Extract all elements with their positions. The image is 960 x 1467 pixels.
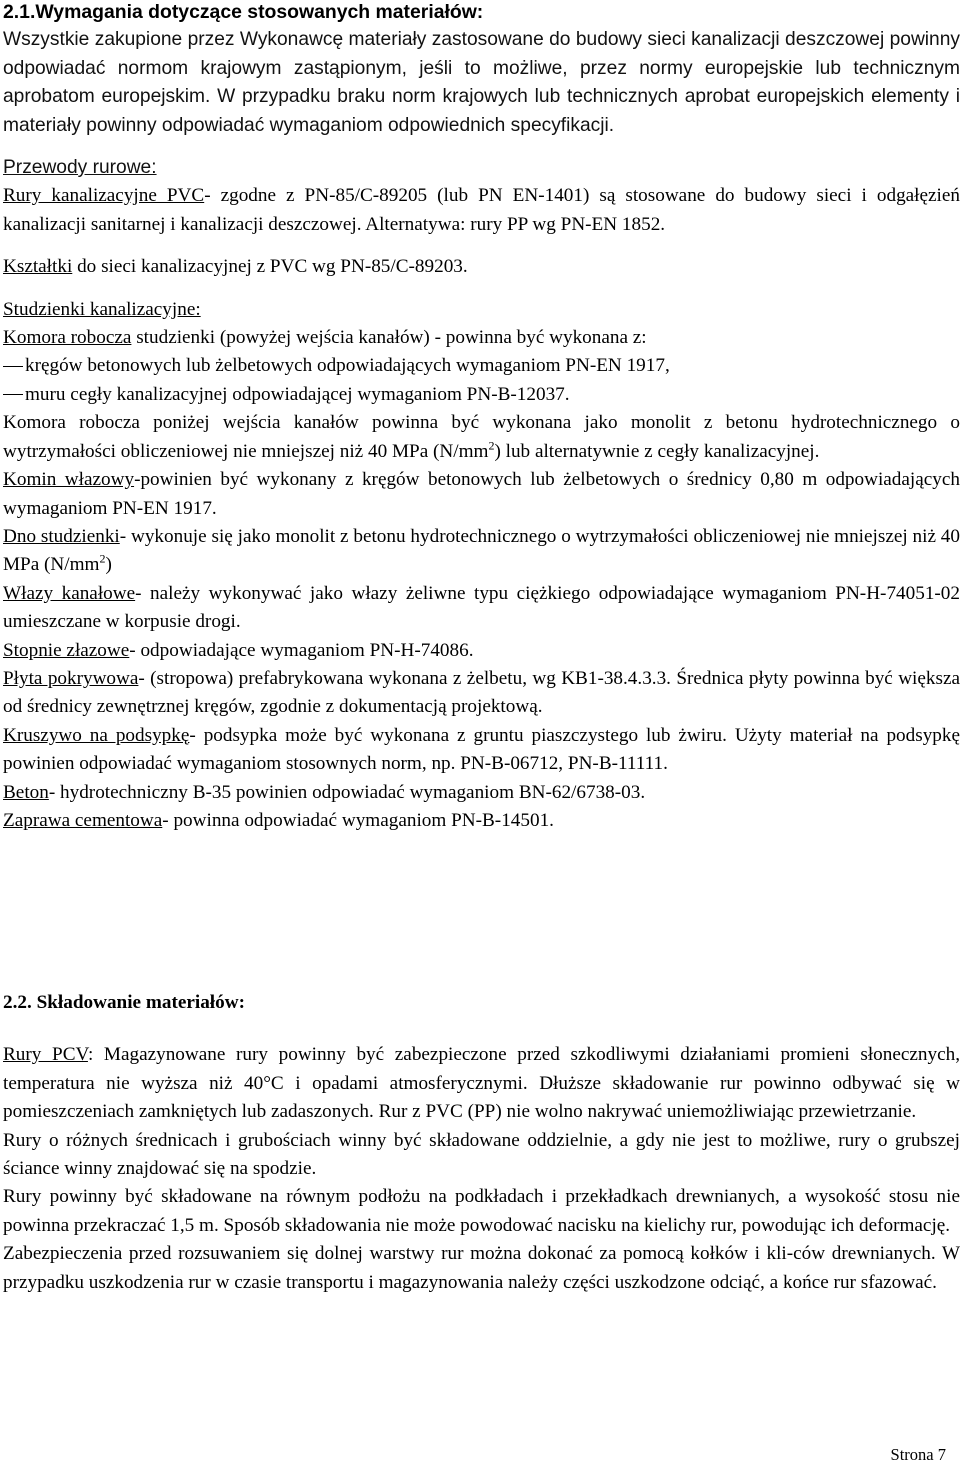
studzienki-heading [3, 296, 960, 324]
rury-pcv-text: : Magazynowane rury powinny być zabezpieczone przed szkodliwymi działaniami promieni słonecznych, temperatura nie wyższa niż 40°C i opadami atmosferycznymi. Dłuższe składowanie rur powinno odbywać się w pomieszczeniach zamkniętych lub zadaszonych. Rur z PVC (PP) nie wolno nakrywać uniemożliwiając przewietrzanie. [3, 1044, 960, 1123]
superscript-2: 2 [488, 438, 495, 453]
dno-text-end: ) [105, 554, 112, 576]
plyta-text: - (stropowa) prefabrykowana wykonana z żelbetu, wg KB1-38.4.3.3. Średnica płyty powinna być większa od średnicy zewnętrznej kręgów, zgodnie z dokumentacją projektową. [3, 667, 960, 718]
intro-paragraph: Wszystkie zakupione przez Wykonawcę materiały zastosowane do budowy sieci kanalizacji deszczowej powinny odpowiadać normom krajowym zastąpionym, jeśli to możliwe, przez normy europejskie lub technicznym aprobatom europejskim. W przypadku braku norm krajowych lub technicznych aprobat europejskich elementy i materiały powinny odpowiadać wymaganiom odpowiednich specyfikacji. [3, 29, 960, 136]
bullet-text-1: kręgów betonowych lub żelbetowych odpowiadających wymaganiom PN-EN 1917, [25, 355, 670, 377]
ksztaltki-label: Kształtki [3, 256, 73, 278]
komora-paragraph [3, 324, 960, 352]
rury-label: Rury kanalizacyjne PVC [3, 185, 205, 207]
rury-pcv-paragraph [3, 1041, 960, 1126]
kruszywo-label: Kruszywo na podsypkę [3, 724, 190, 746]
dno-paragraph [3, 523, 960, 580]
ksztaltki-text: do sieci kanalizacyjnej z PVC wg PN-85/C-89203. [72, 256, 468, 278]
section-heading-2-2: 2.2. Składowanie materiałów: [3, 992, 245, 1013]
beton-text: - hydrotechniczny B-35 powinien odpowiadać wymaganiom BN-62/6738-03. [48, 781, 646, 803]
komin-text: -powinien być wykonany z kręgów betonowych lub żelbetowych o średnicy 0,80 m odpowiadających wymaganiom PN-EN 1917. [3, 469, 960, 519]
komora-text: studzienki (powyżej wejścia kanałów) - powinna być wykonana z: [131, 327, 647, 349]
stopnie-paragraph [3, 637, 960, 665]
bullet-text-2: muru cegły kanalizacyjnej odpowiadającej wymaganiom PN-B-12037. [25, 383, 570, 405]
kruszywo-text: - podsypka może być wykonana z gruntu piaszczystego lub żwiru. Użyty materiał na podsypkę powinien odpowiadać wymaganiom stosownych norm, np. PN-B-06712, PN-B-11111. [3, 724, 960, 775]
komin-label: Komin włazowy [3, 469, 135, 491]
pipes-label [3, 154, 960, 182]
komora-label: Komora robocza [3, 327, 132, 349]
plyta-label: Płyta pokrywowa [3, 667, 139, 689]
dash-bullet-icon [3, 394, 23, 395]
dash-bullet-icon [3, 366, 23, 367]
section-materials-requirements [3, 0, 960, 835]
storage-paragraph-3: Rury powinny być składowane na równym podłożu na podkładach i przekładkach drewnianych, a wysokość stosu nie powinna przekraczać 1,5 m. Sposób składowania nie może powodować nacisku na kielichy rur, powodując ich deformację. [3, 1186, 960, 1236]
wlazy-label: Włazy kanałowe [3, 582, 136, 604]
stopnie-text: - odpowiadające wymaganiom PN-H-74086. [129, 639, 474, 661]
superscript-2: 2 [99, 551, 106, 566]
rury-pcv-label: Rury PCV [3, 1044, 88, 1066]
komin-paragraph [3, 466, 960, 523]
plyta-paragraph [3, 665, 960, 722]
rury-paragraph [3, 182, 960, 239]
komora-monolit-paragraph [3, 409, 960, 466]
section-storage [3, 989, 960, 1297]
wlazy-text: - należy wykonywać jako włazy żeliwne typu ciężkiego odpowiadające wymaganiom PN-H-74051-02 umieszczane w korpusie drogi. [3, 582, 960, 633]
kruszywo-paragraph [3, 722, 960, 779]
beton-label: Beton [3, 781, 49, 803]
bullet-item-2 [3, 381, 960, 409]
zaprawa-paragraph [3, 807, 960, 835]
komora2-text-end: ) lub alternatywnie z cegły kanalizacyjnej. [494, 440, 820, 462]
dno-text: - wykonuje się jako monolit z betonu hydrotechnicznego o wytrzymałości obliczeniowej nie mniejszej niż 40 MPa (N/mm [3, 525, 960, 576]
wlazy-paragraph [3, 580, 960, 637]
stopnie-label: Stopnie złazowe [3, 639, 130, 661]
section-heading-2-1: 2.1.Wymagania dotyczące stosowanych materiałów: [3, 1, 484, 23]
zaprawa-label: Zaprawa cementowa [3, 809, 163, 831]
page-number: Strona 7 [890, 1445, 946, 1464]
storage-paragraph-2: Rury o różnych średnicach i grubościach winny być składowane oddzielnie, a gdy nie jest to możliwe, rury o grubszej ściance winny znajdować się na spodzie. [3, 1129, 960, 1180]
komora2-text: Komora robocza poniżej wejścia kanałów powinna być wykonana jako monolit z betonu hydrotechnicznego o wytrzymałości obliczeniowej nie mniejszej niż 40 MPa (N/mm [3, 412, 960, 462]
rury-text: - zgodne z PN-85/C-89205 (lub PN EN-1401) są stosowane do budowy sieci i odgałęzień kanalizacji sanitarnej i kanalizacji deszczowej. Alternatywa: rury PP wg PN-EN 1852. [3, 185, 960, 235]
studzienki-label: Studzienki kanalizacyjne: [3, 298, 201, 320]
bullet-item-1 [3, 352, 960, 380]
ksztaltki-paragraph [3, 253, 960, 281]
zaprawa-text: - powinna odpowiadać wymaganiom PN-B-14501. [162, 809, 554, 831]
dno-label: Dno studzienki [3, 525, 120, 547]
przewody-rurowe-label: Przewody rurowe: [3, 157, 157, 179]
beton-paragraph [3, 779, 960, 807]
storage-paragraph-4: Zabezpieczenia przed rozsuwaniem się dolnej warstwy rur można dokonać za pomocą kołków i kli-ców drewnianych. W przypadku uszkodzenia rur w czasie transportu i magazynowania należy części uszkodzone odciąć, a końce rur sfazować. [3, 1243, 960, 1293]
